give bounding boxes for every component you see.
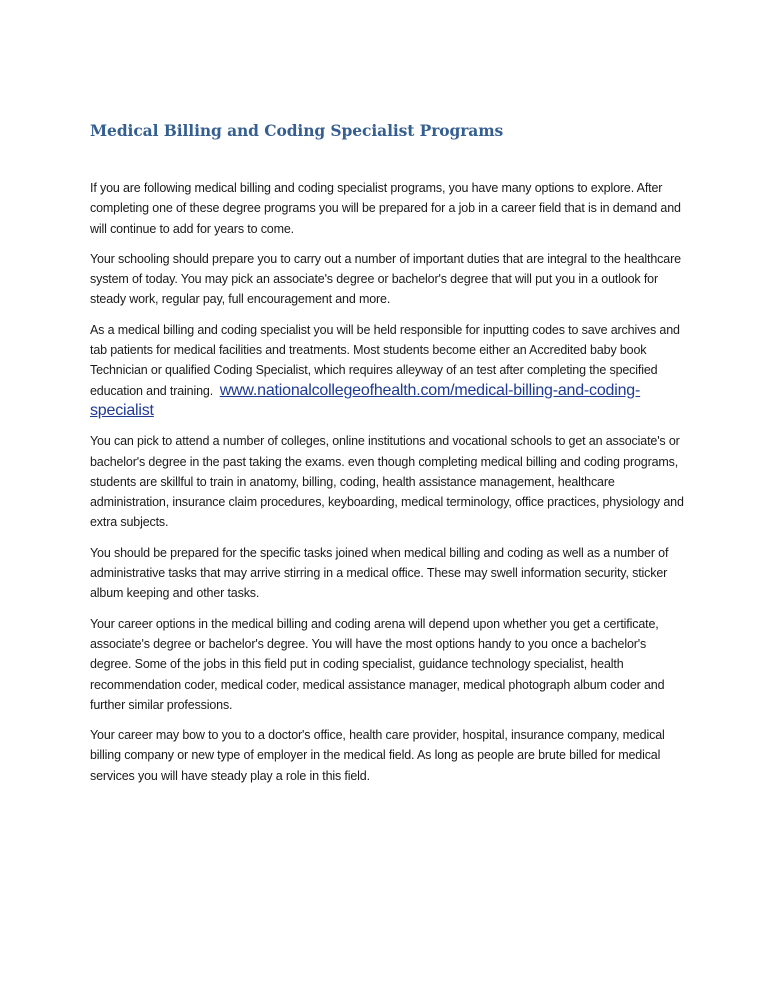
paragraph-career-options: Your career options in the medical billing and coding arena will depend upon whether you get a certificate, associate's degree or bachelor's degree. You will have the most options handy to you once a bachelor's degree. Some of the jobs in this field put in coding specialist, guidance technology specialist, health recommendation coder, medical coder, medical assistance manager, medical photograph album coder and further similar professions.: [90, 616, 665, 712]
document-body: [90, 118, 686, 796]
paragraph-employers: Your career may bow to you to a doctor's office, health care provider, hospital, insurance company, medical billing company or new type of employer in the medical field. As long as people are brute billed for medical services you will have steady play a role in this field.: [90, 728, 665, 783]
page-title: Medical Billing and Coding Specialist Programs: [90, 121, 504, 140]
paragraph-tasks: You should be prepared for the specific tasks joined when medical billing and coding as well as a number of administrative tasks that may arrive stirring in a medical office. These may swell information security, sticker album keeping and other tasks.: [90, 545, 669, 601]
paragraph-duties: [90, 320, 686, 421]
college-link[interactable]: www.nationalcollegeofhealth.com/medical-billing-and-coding-specialist: [90, 381, 641, 419]
paragraph-colleges: You can pick to attend a number of colleges, online institutions and vocational schools to get an associate's or bachelor's degree in the past taking the exams. even though completing medical billing and coding programs, students are skillful to train in anatomy, billing, coding, health assistance management, healthcare administration, insurance claim procedures, keyboarding, medical terminology, office practices, physiology and extra subjects.: [90, 434, 684, 530]
paragraph-duties-text: As a medical billing and coding specialist you will be held responsible for inputting codes to save archives and tab patients for medical facilities and treatments. Most students become either an Accredited baby book Technician or qualified Coding Specialist, which requires alleyway of an test after completing the specified education and training.: [90, 322, 680, 398]
paragraph-schooling: Your schooling should prepare you to carry out a number of important duties that are integral to the healthcare system of today. You may pick an associate's degree or bachelor's degree that will put you in a outlook for steady work, regular pay, full encouragement and more.: [90, 251, 681, 307]
paragraph-intro: If you are following medical billing and coding specialist programs, you have many options to explore. After completing one of these degree programs you will be prepared for a job in a career field that is in demand and will continue to add for years to come.: [90, 181, 681, 236]
